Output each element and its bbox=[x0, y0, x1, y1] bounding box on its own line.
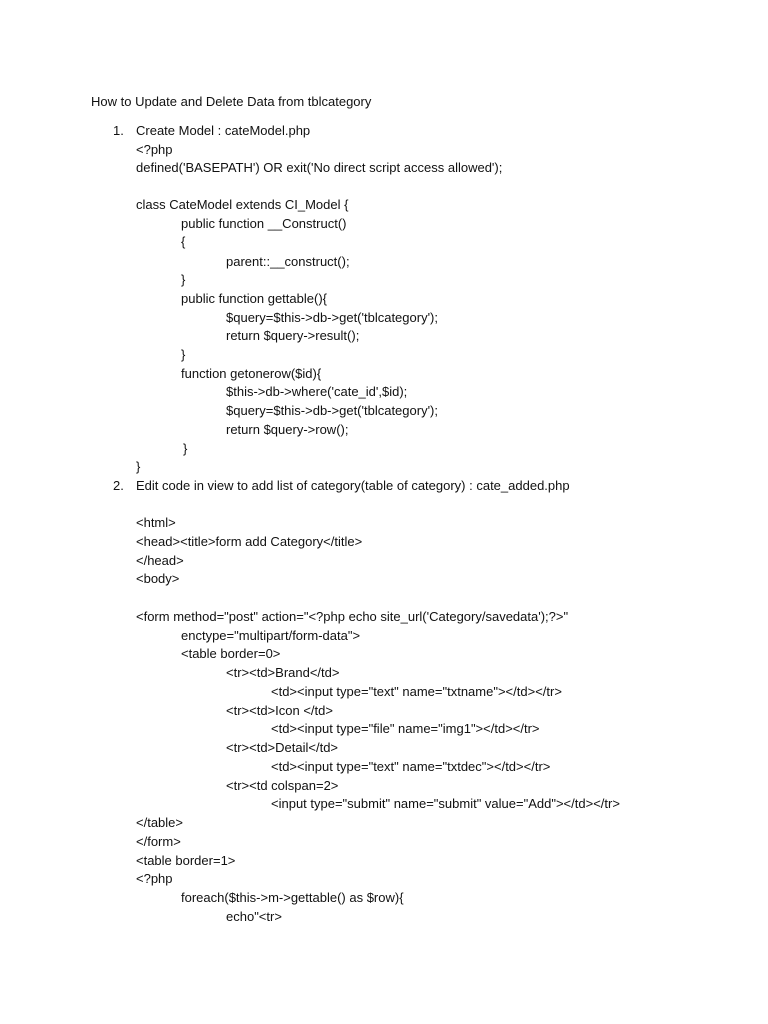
code-line: <?php bbox=[136, 142, 173, 157]
code-line: </table> bbox=[136, 815, 183, 830]
code-line: } bbox=[181, 272, 186, 287]
code-line: <tr><td colspan=2> bbox=[226, 778, 339, 793]
code-line: <input type="submit" name="submit" value="Add"></td></tr> bbox=[271, 796, 620, 811]
code-line: return $query->result(); bbox=[226, 328, 360, 343]
code-line: } bbox=[183, 441, 188, 456]
code-line: <html> bbox=[136, 515, 176, 530]
code-line: </form> bbox=[136, 834, 181, 849]
code-line: <td><input type="text" name="txtname"></td></tr> bbox=[271, 684, 562, 699]
code-line: <td><input type="file" name="img1"></td></tr> bbox=[271, 721, 540, 736]
code-line: defined('BASEPATH') OR exit('No direct script access allowed'); bbox=[136, 160, 503, 175]
code-line: } bbox=[136, 459, 141, 474]
code-line: $this->db->where('cate_id',$id); bbox=[226, 384, 408, 399]
document-title: How to Update and Delete Data from tblcategory bbox=[91, 94, 372, 109]
code-line: <tr><td>Detail</td> bbox=[226, 740, 339, 755]
code-line: <body> bbox=[136, 571, 180, 586]
code-line: <form method="post" action="<?php echo site_url('Category/savedata');?>" bbox=[136, 609, 569, 624]
list-marker-1: 1. bbox=[113, 123, 124, 138]
code-line: class CateModel extends CI_Model { bbox=[136, 197, 349, 212]
list-marker-2: 2. bbox=[113, 478, 124, 493]
code-line: <?php bbox=[136, 871, 173, 886]
code-line: { bbox=[181, 234, 186, 249]
code-line: foreach($this->m->gettable() as $row){ bbox=[181, 890, 404, 905]
code-line: </head> bbox=[136, 553, 184, 568]
list-item-heading-2: Edit code in view to add list of category(table of category) : cate_added.php bbox=[136, 478, 570, 493]
code-line: echo"<tr> bbox=[226, 909, 282, 924]
code-line: <head><title>form add Category</title> bbox=[136, 534, 363, 549]
code-line: <table border=1> bbox=[136, 853, 236, 868]
list-item-heading-1: Create Model : cateModel.php bbox=[136, 123, 311, 138]
code-line: parent::__construct(); bbox=[226, 254, 350, 269]
code-line: <table border=0> bbox=[181, 646, 281, 661]
code-line: public function __Construct() bbox=[181, 216, 347, 231]
code-line: } bbox=[181, 347, 186, 362]
code-line: function getonerow($id){ bbox=[181, 366, 322, 381]
code-line: $query=$this->db->get('tblcategory'); bbox=[226, 310, 438, 325]
code-line: <td><input type="text" name="txtdec"></td></tr> bbox=[271, 759, 551, 774]
code-line: enctype="multipart/form-data"> bbox=[181, 628, 361, 643]
code-line: $query=$this->db->get('tblcategory'); bbox=[226, 403, 438, 418]
code-line: <tr><td>Brand</td> bbox=[226, 665, 340, 680]
code-line: public function gettable(){ bbox=[181, 291, 327, 306]
code-line: return $query->row(); bbox=[226, 422, 349, 437]
code-line: <tr><td>Icon </td> bbox=[226, 703, 333, 718]
